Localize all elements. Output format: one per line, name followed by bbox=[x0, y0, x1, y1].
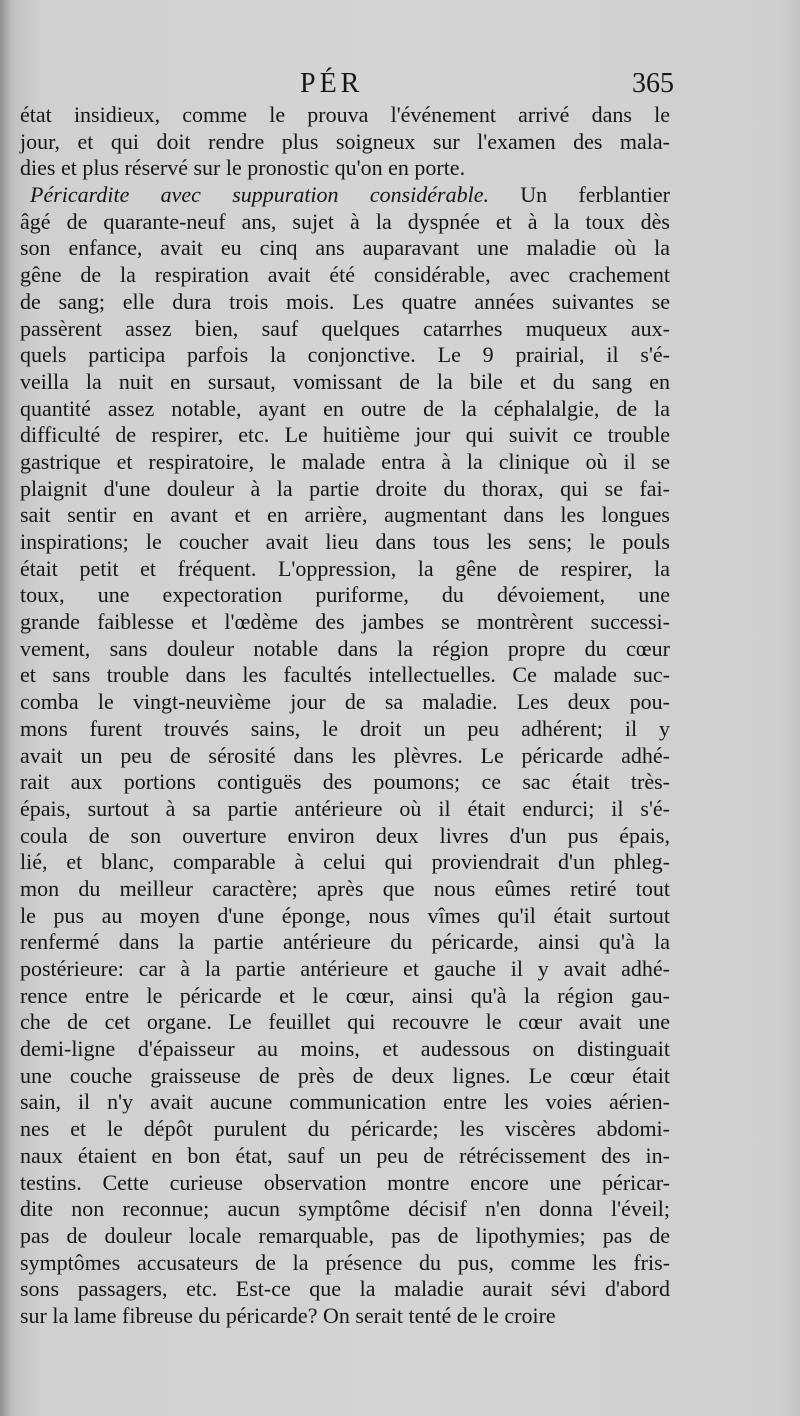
text-line: sons passagers, etc. Est-ce que la maladie aurait sévi d'abord bbox=[20, 1276, 670, 1302]
text-line: renfermé dans la partie antérieure du péricarde, ainsi qu'à la bbox=[20, 929, 670, 955]
text-line: état insidieux, comme le prouva l'événement arrivé dans le bbox=[20, 102, 670, 127]
text-line: gastrique et respiratoire, le malade entra à la clinique où il se bbox=[20, 448, 670, 474]
text-line: lié, et blanc, comparable à celui qui proviendrait d'un phleg- bbox=[20, 849, 670, 875]
text-line: toux, une expectoration puriforme, du dévoiement, une bbox=[20, 582, 670, 608]
text-line: demi-ligne d'épaisseur au moins, et audessous on distinguait bbox=[20, 1036, 670, 1062]
text-line: gêne de la respiration avait été considérable, avec crachement bbox=[20, 262, 670, 288]
text-line: grande faiblesse et l'œdème des jambes se montrèrent successi- bbox=[20, 609, 670, 635]
text-line: Péricardite avec suppuration considérable. Un ferblantier bbox=[30, 182, 670, 208]
text-line: symptômes accusateurs de la présence du pus, comme les fris- bbox=[20, 1249, 670, 1275]
text-line: et sans trouble dans les facultés intellectuelles. Ce malade suc- bbox=[20, 662, 670, 688]
text-line: mons furent trouvés sains, le droit un peu adhérent; il y bbox=[20, 715, 670, 741]
text-line: de sang; elle dura trois mois. Les quatre années suivantes se bbox=[20, 288, 670, 314]
text-line: pas de douleur locale remarquable, pas de lipothymies; pas de bbox=[20, 1222, 670, 1248]
text-line: postérieure: car à la partie antérieure et gauche il y avait adhé- bbox=[20, 956, 670, 981]
text-line: avait un peu de sérosité dans les plèvres. Le péricarde adhé- bbox=[20, 742, 670, 768]
text-line: quels participa parfois la conjonctive. Le 9 prairial, il s'é- bbox=[20, 342, 670, 368]
binding-shadow bbox=[0, 0, 10, 1416]
text-line: dies et plus réservé sur le pronostic qu'on en porte. bbox=[20, 155, 466, 181]
text-line: rait aux portions contiguës des poumons; ce sac était très- bbox=[20, 769, 670, 795]
text-line: naux étaient en bon état, sauf un peu de rétrécissement des in- bbox=[20, 1142, 670, 1168]
text-line: quantité assez notable, ayant en outre de la céphalalgie, de la bbox=[20, 395, 670, 421]
text-line: comba le vingt-neuvième jour de sa maladie. Les deux pou- bbox=[20, 689, 670, 715]
text-line: le pus au moyen d'une éponge, nous vîmes qu'il était surtout bbox=[20, 902, 670, 928]
running-head: PÉR bbox=[300, 68, 364, 99]
page-header bbox=[0, 68, 800, 104]
text-line: épais, surtout à sa partie antérieure où il était endurci; il s'é- bbox=[20, 795, 670, 821]
text-line: était petit et fréquent. L'oppression, la gêne de respirer, la bbox=[20, 555, 670, 581]
text-line: sait sentir en avant et en arrière, augmentant dans les longues bbox=[20, 502, 670, 528]
text-line: une couche graisseuse de près de deux lignes. Le cœur était bbox=[20, 1062, 670, 1088]
text-line: mon du meilleur caractère; après que nous eûmes retiré tout bbox=[20, 875, 670, 901]
text-line: dite non reconnue; aucun symptôme décisif n'en donna l'éveil; bbox=[20, 1196, 670, 1222]
text-line: jour, et qui doit rendre plus soigneux sur l'examen des mala- bbox=[20, 128, 670, 154]
text-line: passèrent assez bien, sauf quelques catarrhes muqueux aux- bbox=[20, 315, 670, 341]
text-line: sur la lame fibreuse du péricarde? On serait tenté de le croire bbox=[20, 1302, 556, 1328]
text-line: coula de son ouverture environ deux livres d'un pus épais, bbox=[20, 822, 670, 848]
text-line: sain, il n'y avait aucune communication entre les voies aérien- bbox=[20, 1089, 670, 1115]
section-heading: Péricardite avec suppuration considérable. bbox=[30, 182, 489, 208]
text-line: veilla la nuit en sursaut, vomissant de la bile et du sang en bbox=[20, 368, 670, 394]
text-line: testins. Cette curieuse observation montre encore une péricar- bbox=[20, 1169, 670, 1195]
text-line: che de cet organe. Le feuillet qui recouvre le cœur avait une bbox=[20, 1009, 670, 1035]
body-text bbox=[20, 102, 670, 1330]
text-line: nes et le dépôt purulent du péricarde; les viscères abdomi- bbox=[20, 1116, 670, 1142]
text-line: inspirations; le coucher avait lieu dans tous les sens; le pouls bbox=[20, 529, 670, 554]
text-line: son enfance, avait eu cinq ans auparavant une maladie où la bbox=[20, 235, 670, 261]
page-number: 365 bbox=[632, 68, 674, 99]
text-line: âgé de quarante-neuf ans, sujet à la dyspnée et à la toux dès bbox=[20, 208, 670, 234]
text-line: vement, sans douleur notable dans la région propre du cœur bbox=[20, 635, 670, 661]
text-line: plaignit d'une douleur à la partie droite du thorax, qui se fai- bbox=[20, 475, 670, 501]
text-line: difficulté de respirer, etc. Le huitième jour qui suivit ce trouble bbox=[20, 422, 670, 448]
text-line: rence entre le péricarde et le cœur, ainsi qu'à la région gau- bbox=[20, 982, 670, 1008]
